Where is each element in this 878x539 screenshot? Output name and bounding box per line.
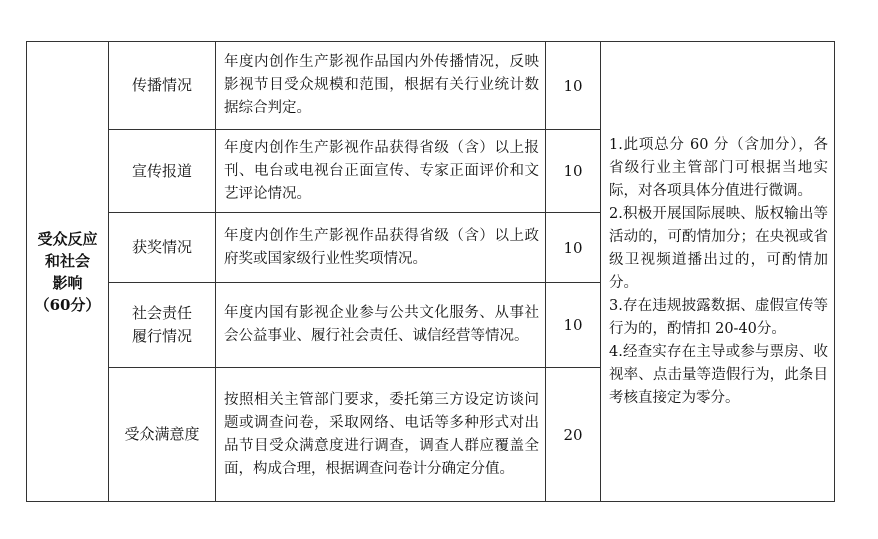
item-name: 获奖情况: [131, 238, 192, 256]
category-line: 影响: [52, 273, 83, 292]
item-cell: [109, 368, 216, 502]
category-line: 受众反应: [37, 229, 98, 248]
description-cell: 年度内创作生产影视作品国内外传播情况，反映影视节目受众规模和范围，根据有关行业统计数据综合判定。: [216, 42, 546, 130]
item-name: 社会责任: [131, 304, 192, 322]
item-name: 传播情况: [131, 76, 192, 94]
notes-cell: [601, 42, 835, 502]
description-cell: 年度内创作生产影视作品获得省级（含）以上政府奖或国家级行业性奖项情况。: [216, 213, 546, 283]
category-cell: [27, 42, 109, 502]
table-row: [27, 42, 835, 130]
note-item: 1.此项总分 60 分（含加分），各省级行业主管部门可根据当地实际，对各项具体分值进行微调。: [609, 136, 828, 199]
note-item: 2.积极开展国际展映、版权输出等活动的，可酌情加分；在央视或省级卫视频道播出过的，可酌情加分。: [609, 205, 828, 291]
item-cell: [109, 130, 216, 213]
item-cell: [109, 283, 216, 368]
category-line: 和社会: [44, 251, 90, 270]
item-name: 受众满意度: [124, 425, 200, 443]
score-cell: 20: [546, 368, 601, 502]
item-cell: [109, 42, 216, 130]
item-name: 宣传报道: [131, 161, 192, 180]
score-cell: 10: [546, 213, 601, 283]
score-cell: 10: [546, 42, 601, 130]
score-cell: 10: [546, 130, 601, 213]
note-item: 3.存在违规披露数据、虚假宣传等行为的，酌情扣 20-40分。: [609, 297, 828, 337]
note-item: 4.经查实存在主导或参与票房、收视率、点击量等造假行为，此条目考核直接定为零分。: [609, 343, 828, 406]
description-cell: 按照相关主管部门要求，委托第三方设定访谈问题或调查问卷，采取网络、电话等多种形式对出品节目受众满意度进行调查，调查人群应覆盖全面，构成合理，根据调查问卷计分确定分值。: [216, 368, 546, 502]
score-cell: 10: [546, 283, 601, 368]
description-cell: 年度内国有影视企业参与公共文化服务、从事社会公益事业、履行社会责任、诚信经营等情况。: [216, 283, 546, 368]
description-cell: 年度内创作生产影视作品获得省级（含）以上报刊、电台或电视台正面宣传、专家正面评价和文艺评论情况。: [216, 130, 546, 213]
category-line: （60分）: [34, 295, 101, 314]
evaluation-table: [26, 41, 835, 502]
item-name: 履行情况: [131, 327, 192, 345]
item-cell: [109, 213, 216, 283]
